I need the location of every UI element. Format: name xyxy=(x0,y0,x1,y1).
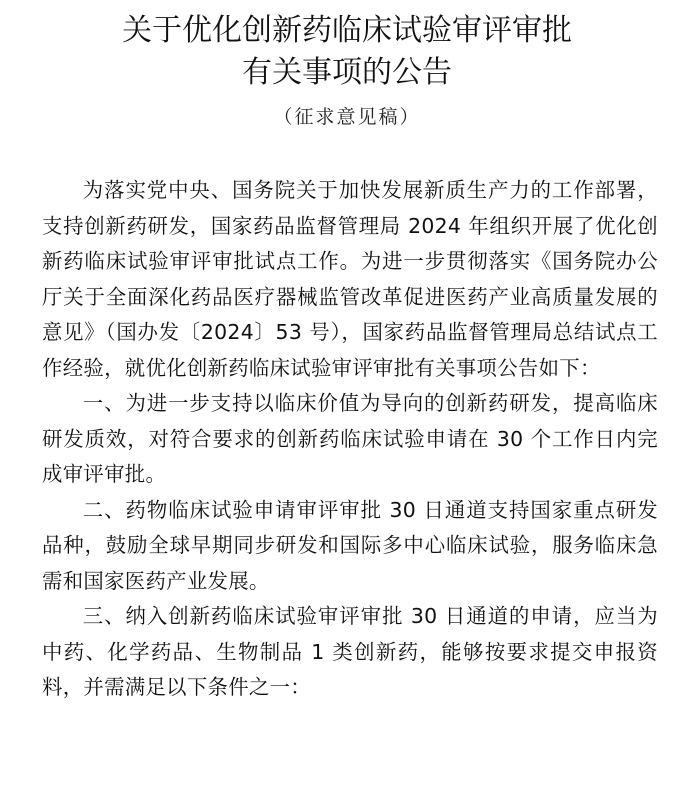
document-title-line-2: 有关事项的公告 xyxy=(242,55,452,90)
paragraph-item-2: 二、药物临床试验申请审评审批 30 日通道支持国家重点研发品种，鼓励全球早期同步研发和国际多中心临床试验，服务临床急需和国家医药产业发展。 xyxy=(42,497,658,593)
paragraph-item-1: 一、为进一步支持以临床价值为导向的创新药研发，提高临床研发质效，对符合要求的创新药临床试验申请在 30 个工作日内完成审评审批。 xyxy=(42,391,658,486)
paragraph-intro: 为落实党中央、国务院关于加快发展新质生产力的工作部署，支持创新药研发，国家药品监督管理局 2024 年组织开展了优化创新药临床试验审评审批试点工作。为进一步贯彻落实《国务院办公厅关于全面深化药品医疗器械监管改革促进医药产业高质量发展的意见》（国办发〔2024〕53 号），国家药品监督管理局总结试点工作经验，就优化创新药临床试验审评审批有关事项公告如下： xyxy=(42,178,658,380)
document-title-line-1: 关于优化创新药临床试验审评审批 xyxy=(122,13,572,48)
document-body xyxy=(42,173,658,706)
paragraph-item-3: 三、纳入创新药临床试验审评审批 30 日通道的申请，应当为中药、化学药品、生物制品 1 类创新药，能够按要求提交申报资料，并需满足以下条件之一： xyxy=(42,604,658,699)
draft-subtitle: （征求意见稿） xyxy=(273,106,421,128)
